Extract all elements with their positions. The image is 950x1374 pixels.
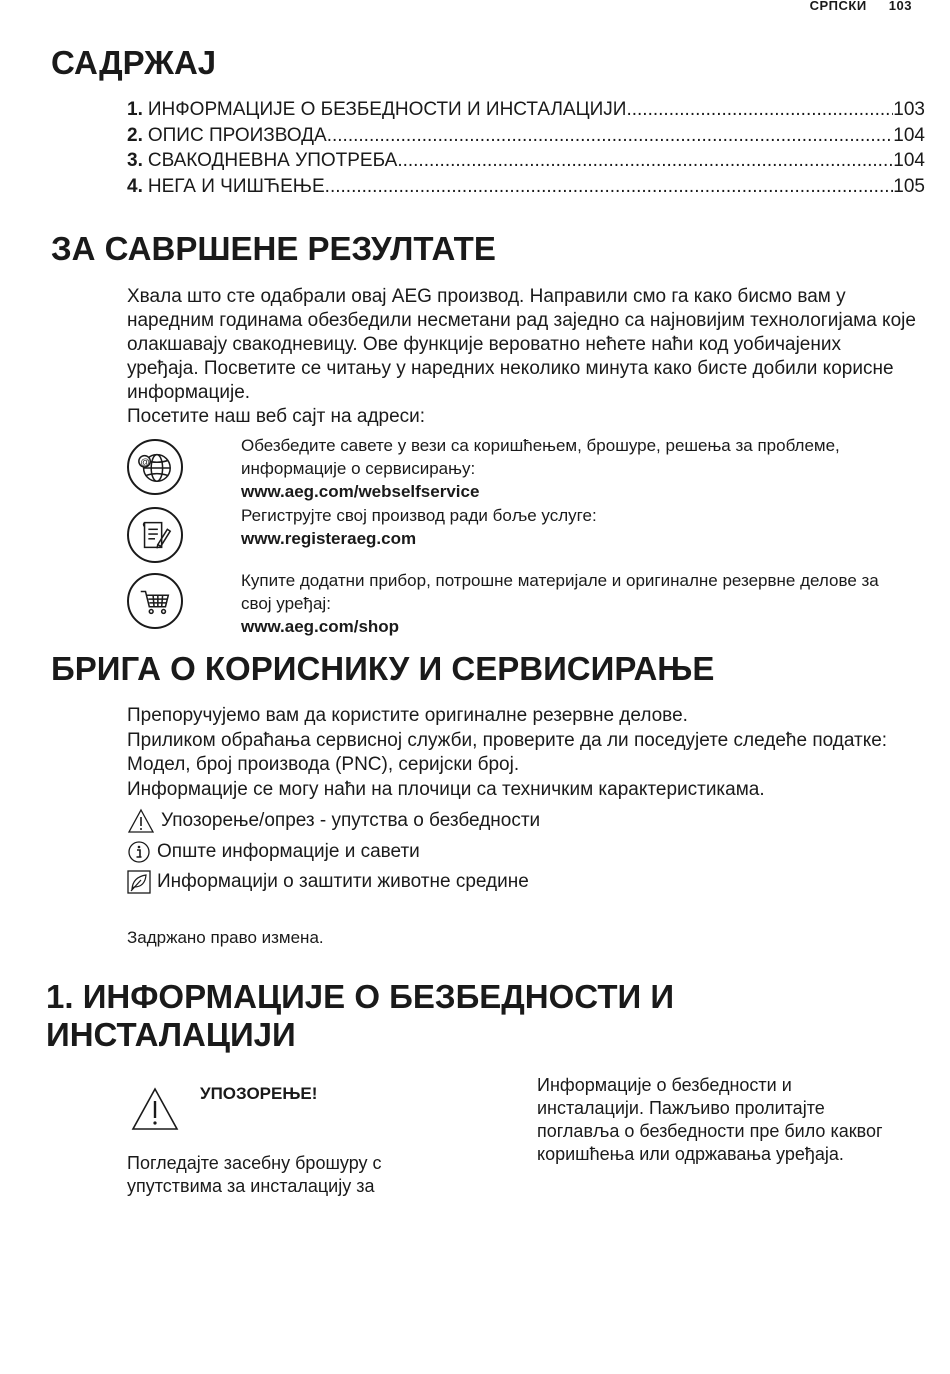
section-1-title: 1. ИНФОРМАЦИЈЕ О БЕЗБЕДНОСТИ И ИНСТАЛАЦИЈИ (46, 978, 675, 1053)
legend-text: Опште информације и савети (157, 841, 420, 862)
web-item-url[interactable]: www.registeraeg.com (241, 529, 417, 548)
toc-item-number: 1. (127, 99, 143, 120)
toc-item-number: 3. (127, 150, 143, 171)
toc-item[interactable] (127, 174, 925, 200)
toc-item-label: СВАКОДНЕВНА УПОТРЕБА (147, 150, 398, 171)
leaf-icon (127, 870, 151, 894)
warning-label: УПОЗОРЕЊЕ! (200, 1084, 318, 1103)
shopping-cart-icon (127, 573, 183, 629)
web-item-support (241, 434, 891, 503)
reserved-notice: Задржано право измена. (127, 928, 324, 947)
toc-item-number: 4. (127, 175, 143, 197)
toc-item-label: ИНФОРМАЦИЈЕ О БЕЗБЕДНОСТИ И ИНСТАЛАЦИЈИ (147, 99, 627, 120)
care-line-2: Приликом обраћања сервисној служби, проверите да ли поседујете следеће податке: Модел, број производа (PNC), серијски број. (127, 729, 888, 775)
info-icon (127, 840, 151, 864)
legend-warning (127, 808, 540, 834)
safety-intro-text: Информације о безбедности и инсталацији. Пажљиво пролитајте поглавља о безбедности пре било каквог коришћења или одржавања уређаја. (537, 1075, 883, 1164)
language-label: СРПСКИ (809, 0, 867, 13)
toc-item-page: 103 (893, 99, 925, 120)
legend-text: Информацији о заштити животне средине (157, 871, 529, 892)
toc-leader-dots (626, 97, 893, 123)
register-document-icon (127, 507, 183, 563)
perfect-results-title: ЗА САВРШЕНЕ РЕЗУЛТАТЕ (51, 230, 496, 267)
care-line-1: Препоручујемо вам да користите оригиналне резервне делове. (127, 705, 688, 726)
toc-leader-dots (397, 148, 893, 174)
legend-info (127, 840, 420, 864)
toc-item-page: 104 (893, 124, 925, 146)
page-number: 103 (888, 0, 912, 13)
toc-leader-dots (325, 174, 894, 200)
warning-triangle-icon (130, 1086, 180, 1132)
toc-item-number: 2. (127, 124, 143, 146)
warning-triangle-icon (127, 808, 155, 834)
globe-at-icon (127, 439, 183, 495)
legend-environment (127, 870, 529, 894)
visit-website-line: Посетите наш веб сајт на адреси: (127, 406, 426, 427)
svg-text:@: @ (140, 457, 150, 469)
toc-item-page: 105 (893, 175, 925, 197)
web-item-url[interactable]: www.aeg.com/webselfservice (241, 482, 480, 501)
toc-item[interactable] (127, 148, 925, 174)
toc-item-page: 104 (893, 150, 925, 171)
web-item-url[interactable]: www.aeg.com/shop (241, 617, 400, 636)
page-header (792, 0, 912, 13)
toc-leader-dots (327, 123, 894, 149)
web-item-text: Обезбедите савете у вези са коришћењем, брошуре, решења за проблеме, информације о сервисирању: (241, 436, 840, 478)
intro-text (127, 285, 917, 429)
toc-title: САДРЖАЈ (51, 44, 217, 81)
web-item-text: Купите додатни прибор, потрошне материјале и оригиналне резервне делове за свој уређај: (241, 571, 879, 613)
web-item-shop (241, 569, 891, 638)
warning-text: Погледајте засебну брошуру с упутствима за инсталацију за (127, 1153, 382, 1196)
toc-item[interactable] (127, 97, 925, 123)
web-item-register (241, 504, 891, 550)
legend-text: Упозорење/опрез - упутства о безбедности (161, 810, 541, 831)
toc-item-label: ОПИС ПРОИЗВОДА (147, 124, 327, 146)
toc-item[interactable] (127, 123, 925, 149)
intro-paragraph: Хвала што сте одабрали овај AEG производ. Направили смо га како бисмо вам у наредним годинама обезбедили несметани рад заједно са најновијим технологијама које олакшавају свакодневицу. Ове функције вероватно нећете наћи код уобичајених уређаја. Посветите се читању у наредних неколико минута како бисте добили корисне информације. (127, 286, 916, 403)
web-item-text: Региструјте свој производ ради боље услуге: (241, 506, 597, 525)
toc-item-label: НЕГА И ЧИШЋЕЊЕ (147, 175, 325, 197)
care-line-3: Информације се могу наћи на плочици са техничким карактеристикама. (127, 778, 765, 800)
table-of-contents (127, 97, 925, 199)
customer-care-text (127, 704, 917, 802)
customer-care-title: БРИГА О КОРИСНИКУ И СЕРВИСИРАЊЕ (51, 650, 715, 687)
